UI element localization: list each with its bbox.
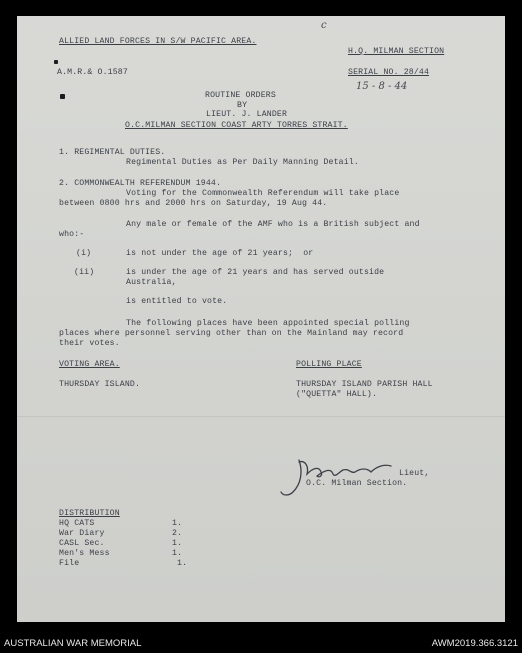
voting-area-header: VOTING AREA. — [59, 360, 120, 369]
condition-2-number: (ii) — [74, 268, 95, 277]
corner-mark: c — [321, 20, 327, 31]
fold-line — [17, 416, 505, 417]
item1-heading: 1. REGIMENTAL DUTIES. — [59, 148, 166, 157]
title-line3: LIEUT. J. LANDER — [206, 110, 288, 119]
item2-para2-line1: Any male or female of the AMF who is a British subject and — [126, 220, 420, 229]
distribution-item-qty: 1. — [177, 559, 188, 568]
distribution-item-name: File — [59, 559, 80, 568]
title-line4: O.C.MILMAN SECTION COAST ARTY TORRES STRAIT. — [125, 121, 348, 130]
signature-text — [293, 455, 297, 456]
distribution-heading: DISTRIBUTION — [59, 509, 120, 518]
item1-text: Regimental Duties as Per Daily Manning Detail. — [126, 158, 359, 167]
item2-para2-line2: who:- — [59, 230, 85, 239]
header-hq: H.Q. MILMAN SECTION — [348, 47, 445, 56]
item2-para3-line1: The following places have been appointed special polling — [126, 319, 410, 328]
item2-heading: 2. COMMONWEALTH REFERENDUM 1944. — [59, 179, 222, 188]
condition-1-number: (i) — [76, 249, 92, 258]
distribution-item-qty: 1. — [172, 549, 183, 558]
punch-mark — [54, 60, 58, 64]
condition-2-line1: is under the age of 21 years and has served outside — [126, 268, 385, 277]
signature-handwritten — [279, 454, 397, 500]
item2-para3-line2: places where personnel serving other than on the Mainland may record — [59, 329, 404, 338]
punch-mark — [60, 94, 65, 99]
header-ref: A.M.R.& O.1587 — [57, 68, 128, 77]
polling-place-line1: THURSDAY ISLAND PARISH HALL — [296, 380, 433, 389]
distribution-item-qty: 1. — [172, 519, 183, 528]
distribution-item-name: War Diary — [59, 529, 105, 538]
archive-footer — [0, 628, 522, 653]
entitled-text: is entitled to vote. — [126, 297, 228, 306]
polling-place-line2: ("QUETTA" HALL). — [296, 390, 378, 399]
distribution-item-name: CASL Sec. — [59, 539, 105, 548]
item2-para1-line2: between 0800 hrs and 2000 hrs on Saturday, 19 Aug 44. — [59, 199, 328, 208]
title-line2: BY — [237, 101, 248, 110]
polling-place-header: POLLING PLACE — [296, 360, 362, 369]
signature-rank: Lieut, — [399, 469, 430, 478]
distribution-item-name: Men's Mess — [59, 549, 110, 558]
footer-institution: AUSTRALIAN WAR MEMORIAL — [4, 638, 142, 649]
header-serial: SERIAL NO. 28/44 — [348, 68, 430, 77]
condition-2-line2: Australia, — [126, 278, 177, 287]
signature-title: O.C. Milman Section. — [306, 479, 408, 488]
handwritten-date: 15 - 8 - 44 — [356, 81, 408, 92]
voting-area-value: THURSDAY ISLAND. — [59, 380, 141, 389]
footer-accession-number: AWM2019.366.3121 — [431, 638, 518, 649]
condition-1-text: is not under the age of 21 years; or — [126, 249, 314, 258]
item2-para1-line1: Voting for the Commonwealth Referendum will take place — [126, 189, 400, 198]
distribution-item-qty: 1. — [172, 539, 183, 548]
item2-para3-line3: their votes. — [59, 339, 120, 348]
header-org: ALLIED LAND FORCES IN S/W PACIFIC AREA. — [59, 37, 257, 46]
distribution-item-name: HQ CATS — [59, 519, 95, 528]
title-line1: ROUTINE ORDERS — [205, 91, 276, 100]
distribution-item-qty: 2. — [172, 529, 183, 538]
